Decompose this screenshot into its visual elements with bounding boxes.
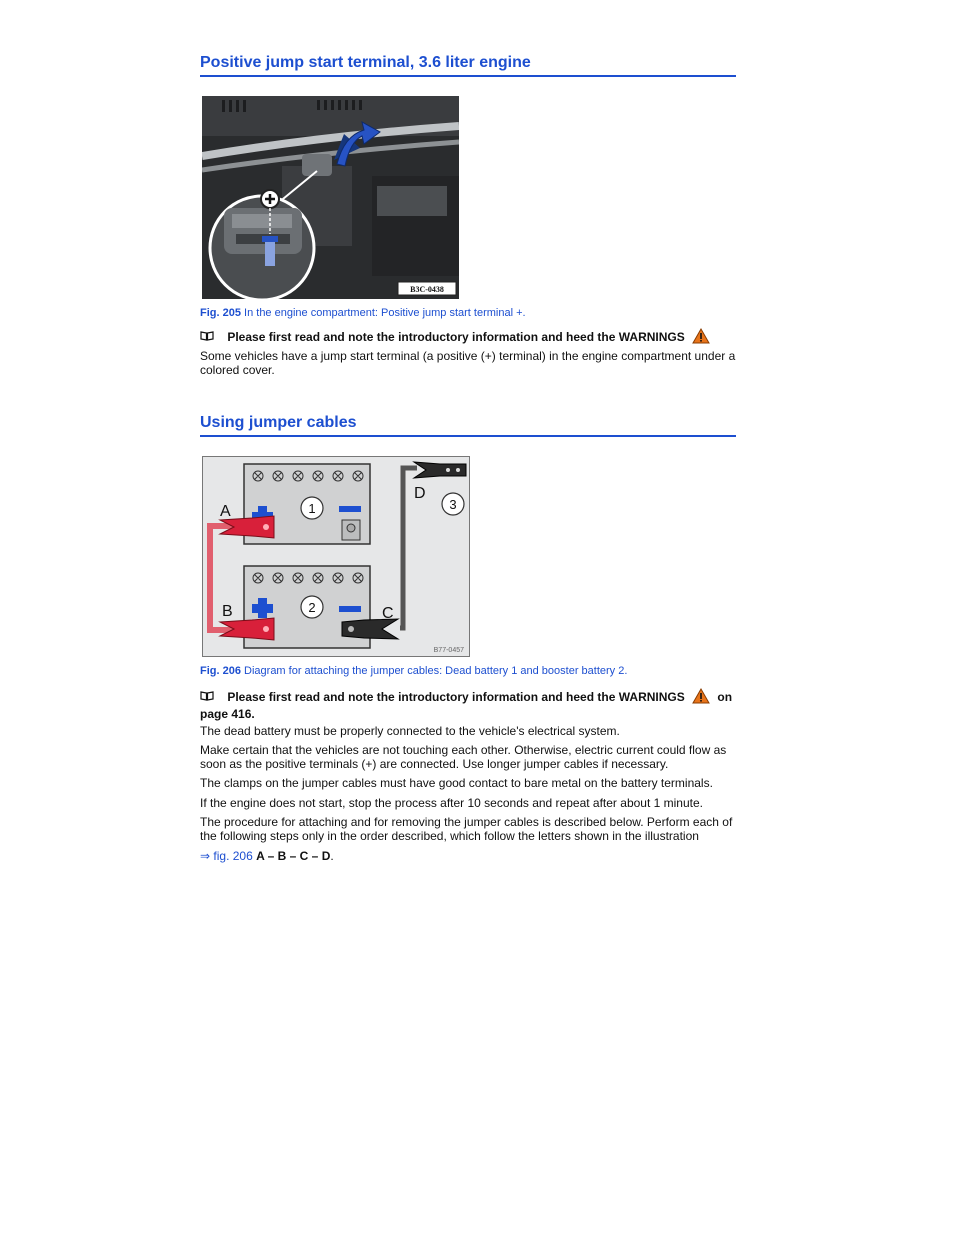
warning-triangle-icon[interactable]: [692, 328, 710, 347]
figure-number: Fig. 206: [200, 665, 241, 677]
figure-caption: [200, 307, 526, 319]
battery-1-number: 1: [308, 501, 316, 516]
figure-number: Fig. 205: [200, 307, 241, 319]
read-first-note: [200, 328, 736, 347]
jumper-cable-diagram: [202, 456, 470, 657]
section-title-jump-terminal: Positive jump start terminal, 3.6 liter engine: [200, 54, 736, 77]
cable-number-3: 3: [449, 497, 457, 512]
note-text: Please first read and note the introductory information and heed the WARNINGS: [227, 690, 685, 704]
paragraph: Make certain that the vehicles are not touching each other. Otherwise, electric current could flow as soon as the positive terminals (+) are connected. Use longer jumper cables if necessary.: [200, 743, 727, 771]
read-first-note: [200, 688, 736, 721]
figure-caption: [200, 665, 627, 677]
sentence-end: .: [330, 849, 334, 863]
book-icon: [200, 690, 214, 704]
figure-code-label: B77-0457: [433, 647, 464, 654]
paragraph: The clamps on the jumper cables must have good contact to bare metal on the battery terminals.: [200, 776, 713, 790]
figure-reference: [200, 849, 736, 863]
label-b: B: [222, 603, 233, 620]
label-c: C: [382, 605, 394, 622]
paragraph: Some vehicles have a jump start terminal (a positive (+) terminal) in the engine compartment under a colored cover.: [200, 349, 736, 377]
paragraph: If the engine does not start, stop the process after 10 seconds and repeat after about 1 minute.: [200, 796, 703, 810]
section-title-jumper-cables: Using jumper cables: [200, 414, 736, 437]
label-d: D: [414, 485, 426, 502]
figure-link[interactable]: ⇒ fig. 206: [200, 849, 253, 863]
figure-caption-text: In the engine compartment: Positive jump start terminal +.: [244, 307, 526, 319]
book-icon: [200, 330, 214, 344]
note-page-ref: on page 416.: [200, 690, 733, 721]
label-a: A: [220, 503, 231, 520]
figure-caption-text: Diagram for attaching the jumper cables: Dead battery 1 and booster battery 2.: [244, 665, 628, 677]
engine-compartment-figure: [202, 96, 459, 299]
figure-code-label: B3C-0438: [410, 285, 444, 294]
note-text: Please first read and note the introductory information and heed the WARNINGS: [227, 330, 685, 344]
paragraph: The dead battery must be properly connected to the vehicle's electrical system.: [200, 724, 620, 738]
battery-2-number: 2: [308, 600, 316, 615]
warning-triangle-icon[interactable]: [692, 688, 710, 707]
step-sequence: A – B – C – D: [256, 849, 331, 863]
paragraph: The procedure for attaching and for removing the jumper cables is described below. Perform each of the following steps only in the order described, which follow the letters shown in the illustration: [200, 815, 733, 843]
